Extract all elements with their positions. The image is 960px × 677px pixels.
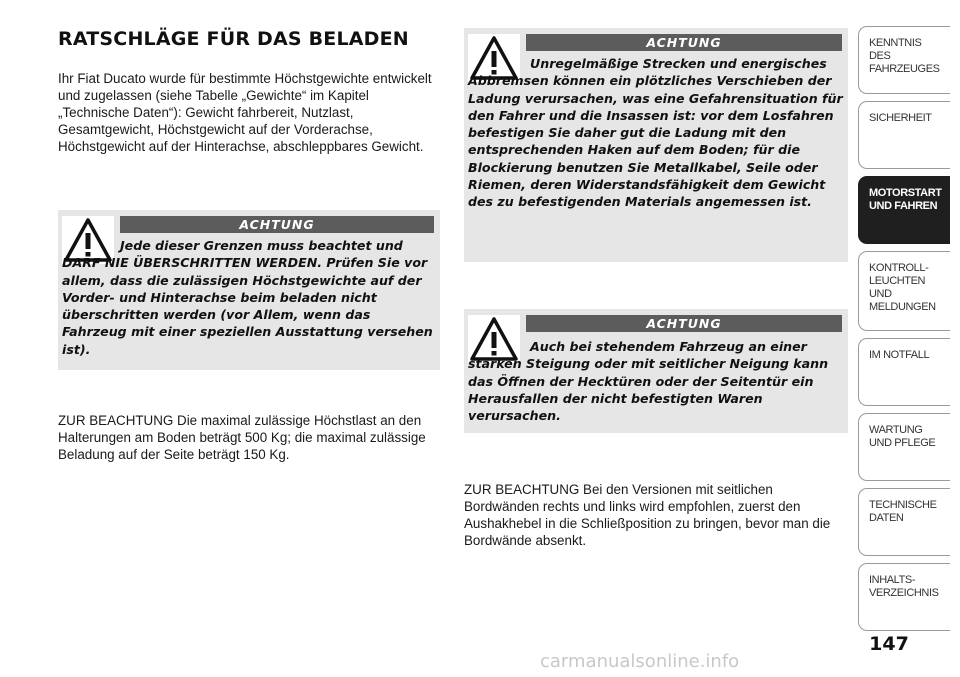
warning-text: Unregelmäßige Strecken und energisches Abbremsen können ein plötzliches Verschieben der Ladung verursachen, was eine Gefahrensituation für den Fahrer und die Insassen ist: vor dem Losfahren befestigen Sie daher gut die Ladung mit den entsprechenden Haken auf dem Boden; für die Blockierung benutzen Sie Metallkabel, Seile oder Riemen, deren Widerstandsfähigkeit dem Gewicht des zu befestigenden Materials angemessen ist. bbox=[468, 56, 843, 210]
tab-wartung[interactable]: WARTUNG UND PFLEGE bbox=[858, 413, 950, 481]
warning-box-cargo bbox=[464, 28, 848, 262]
watermark: carmanualsonline.info bbox=[540, 651, 740, 672]
page-title: RATSCHLÄGE FÜR DAS BELADEN bbox=[58, 28, 409, 50]
warning-label: ACHTUNG bbox=[120, 216, 434, 233]
tab-im-notfall[interactable]: IM NOTFALL bbox=[858, 338, 950, 406]
note-paragraph-side-walls: ZUR BEACHTUNG Bei den Versionen mit seitlichen Bordwänden rechts und links wird empfohlen, zuerst den Aushakhebel in die Schließposition zu bringen, bevor man die Bordwände absenkt. bbox=[464, 482, 831, 548]
warning-label: ACHTUNG bbox=[526, 315, 842, 332]
intro-paragraph: Ihr Fiat Ducato wurde für bestimmte Höchstgewichte entwickelt und zugelassen (siehe Tabelle „Gewichte“ im Kapitel „Technische Daten“): Gewicht fahrbereit, Nutzlast, Gesamtgewicht, Höchstgewicht auf der Vorderachse, Höchstgewicht auf der Hinterachse, abschleppbares Gewicht. bbox=[58, 71, 432, 154]
tab-sicherheit[interactable]: SICHERHEIT bbox=[858, 101, 950, 169]
tab-kenntnis[interactable]: KENNTNIS DES FAHRZEUGES bbox=[858, 26, 950, 94]
tab-technische-daten[interactable]: TECHNISCHE DATEN bbox=[858, 488, 950, 556]
warning-box-doors bbox=[464, 309, 848, 433]
warning-box-limits bbox=[58, 210, 440, 370]
chapter-tabs bbox=[858, 26, 960, 616]
tab-motorstart[interactable]: MOTORSTART UND FAHREN bbox=[858, 176, 950, 244]
tab-kontrollleuchten[interactable]: KONTROLL- LEUCHTEN UND MELDUNGEN bbox=[858, 251, 950, 331]
note-paragraph-floor-load: ZUR BEACHTUNG Die maximal zulässige Höchstlast an den Halterungen am Boden beträgt 500 Kg; die maximal zulässige Beladung auf der Seite beträgt 150 Kg. bbox=[58, 413, 426, 462]
page-number: 147 bbox=[869, 633, 909, 655]
tab-inhaltsverzeichnis[interactable]: INHALTS- VERZEICHNIS bbox=[858, 563, 950, 631]
warning-label: ACHTUNG bbox=[526, 34, 842, 51]
warning-text: Jede dieser Grenzen muss beachtet und DARF NIE ÜBERSCHRITTEN WERDEN. Prüfen Sie vor allem, dass die zulässigen Höchstgewichte auf der Vorder- und Hinterachse beim beladen nicht überschritten werden (vor Allem, wenn das Fahrzeug mit einer speziellen Ausstattung versehen ist). bbox=[62, 238, 433, 357]
warning-text: Auch bei stehendem Fahrzeug an einer starken Steigung oder mit seitlicher Neigung kann das Öffnen der Hecktüren oder der Seitentür ein Herausfallen der nicht befestigten Waren verursachen. bbox=[468, 339, 829, 424]
